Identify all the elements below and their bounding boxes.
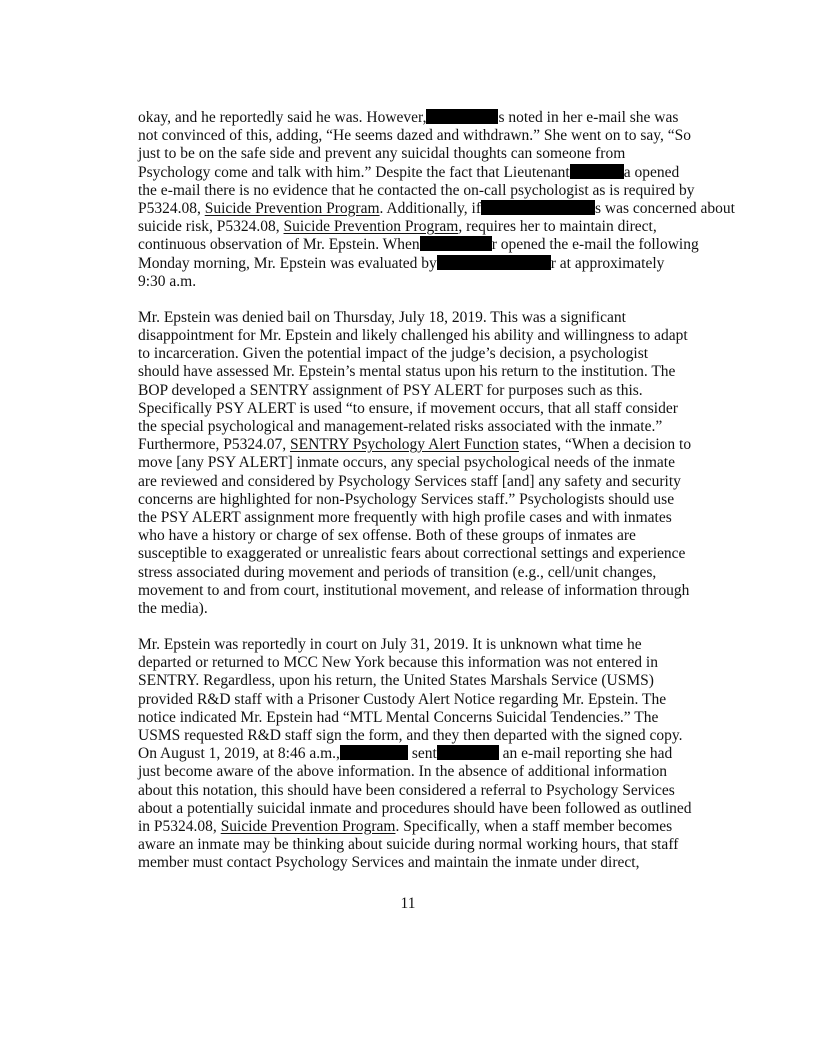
redaction-block <box>437 745 499 760</box>
redaction-block <box>426 109 498 124</box>
text-run: just to be on the safe side and prevent any suicidal thoughts can someone from <box>138 145 626 163</box>
text-run: Monday morning, Mr. Epstein was evaluated by <box>138 254 437 272</box>
text-line <box>138 309 728 327</box>
text-line <box>138 327 728 345</box>
text-run: sent <box>407 745 437 763</box>
text-run: r at approximately <box>550 254 665 272</box>
text-run: movement to and from court, institutional movement, and release of information through <box>138 581 690 599</box>
text-line <box>138 763 728 781</box>
text-line <box>138 418 728 436</box>
text-line <box>138 836 728 854</box>
text-line <box>138 727 728 745</box>
text-run: about this notation, this should have been considered a referral to Psychology Services <box>138 781 675 799</box>
text-run: s noted in her e-mail she was <box>498 109 679 126</box>
text-run: P5324.08, <box>138 199 205 217</box>
text-run: On August 1, 2019, at 8:46 a.m., <box>138 745 340 763</box>
text-run: provided R&D staff with a Prisoner Custody Alert Notice regarding Mr. Epstein. The <box>138 690 667 708</box>
text-line <box>138 454 728 472</box>
text-line <box>138 691 728 709</box>
text-run: the special psychological and management-related risks associated with the inmate.” <box>138 418 663 435</box>
text-run: the e-mail there is no evidence that he contacted the on-call psychologist as is required by <box>138 181 695 199</box>
text-line <box>138 672 728 690</box>
redaction-block <box>340 745 408 760</box>
text-line <box>138 509 728 527</box>
text-run: stress associated during movement and periods of transition (e.g., cell/unit changes, <box>138 563 657 581</box>
text-run: an e-mail reporting she had <box>498 745 673 763</box>
text-run: not convinced of this, adding, “He seems dazed and withdrawn.” She went on to say, “So <box>138 127 691 145</box>
text-line <box>138 109 728 127</box>
text-run: a opened <box>623 163 680 181</box>
text-run: Mr. Epstein was denied bail on Thursday, July 18, 2019. This was a significant <box>138 308 626 326</box>
text-run: just become aware of the above information. In the absence of additional information <box>138 763 667 781</box>
text-line <box>138 745 728 763</box>
text-run: are reviewed and considered by Psychology Services staff [and] any safety and security <box>138 472 681 490</box>
text-line <box>138 654 728 672</box>
text-run: disappointment for Mr. Epstein and likely challenged his ability and willingness to adapt <box>138 327 688 345</box>
text-line <box>138 636 728 654</box>
text-run: aware an inmate may be thinking about suicide during normal working hours, that staff <box>138 836 679 854</box>
text-line <box>138 854 728 872</box>
text-run: in P5324.08, <box>138 817 221 835</box>
text-line <box>138 436 728 454</box>
text-run: . Additionally, if <box>379 199 481 217</box>
text-line <box>138 582 728 600</box>
redaction-block <box>420 236 492 251</box>
text-run: concerns are highlighted for non-Psychology Services staff.” Psychologists should use <box>138 490 675 508</box>
text-run: susceptible to exaggerated or unrealistic fears about correctional settings and experience <box>138 545 686 563</box>
text-run: the media). <box>138 599 208 617</box>
paragraph-3 <box>138 636 728 872</box>
text-run: r opened the e-mail the following <box>491 236 699 254</box>
text-run: member must contact Psychology Services and maintain the inmate under direct, <box>138 854 640 872</box>
text-line <box>138 363 728 381</box>
document-body <box>138 109 735 873</box>
page-number: 11 <box>400 895 416 912</box>
text-run: departed or returned to MCC New York because this information was not entered in <box>138 654 658 672</box>
text-line <box>138 473 728 491</box>
text-line <box>138 800 728 818</box>
text-run: Psychology come and talk with him.” Despite the fact that Lieutenant <box>138 163 570 181</box>
text-line <box>138 600 728 618</box>
redaction-block <box>437 255 551 270</box>
text-line <box>138 818 728 836</box>
text-line <box>138 545 728 563</box>
text-run: states, “When a decision to <box>518 436 692 454</box>
paragraph-1 <box>138 109 735 291</box>
text-run: move [any PSY ALERT] inmate occurs, any special psychological needs of the inmate <box>138 454 675 472</box>
text-line <box>138 199 735 218</box>
text-run: suicide risk, P5324.08, <box>138 218 284 236</box>
text-line <box>138 145 728 163</box>
text-run: USMS requested R&D staff sign the form, and they then departed with the signed copy. <box>138 727 683 744</box>
text-run: who have a history or charge of sex offense. Both of these groups of inmates are <box>138 527 636 545</box>
text-run: Mr. Epstein was reportedly in court on July 31, 2019. It is unknown what time he <box>138 636 642 654</box>
text-line <box>138 127 728 145</box>
text-line <box>138 400 728 418</box>
text-run: SENTRY. Regardless, upon his return, the United States Marshals Service (USMS) <box>138 672 654 690</box>
text-run: to incarceration. Given the potential impact of the judge’s decision, a psychologist <box>138 345 649 363</box>
redaction-block <box>570 164 624 179</box>
text-line <box>138 491 728 509</box>
text-run: s was concerned about <box>595 199 735 217</box>
text-line <box>138 382 728 400</box>
text-run: about a potentially suicidal inmate and procedures should have been followed as outlined <box>138 799 692 817</box>
text-run: okay, and he reportedly said he was. However, <box>138 109 427 126</box>
text-run: should have assessed Mr. Epstein’s mental status upon his return to the institution. The <box>138 363 676 381</box>
policy-title: Suicide Prevention Program <box>283 218 459 236</box>
text-line <box>138 273 728 291</box>
text-run: Furthermore, P5324.07, <box>138 436 290 454</box>
text-run: . Specifically, when a staff member becomes <box>395 817 673 835</box>
text-run: Specifically PSY ALERT is used “to ensure, if movement occurs, that all staff consider <box>138 399 678 417</box>
text-line <box>138 527 728 545</box>
text-run: , requires her to maintain direct, <box>458 218 657 236</box>
text-line <box>138 782 728 800</box>
redaction-block <box>481 200 595 215</box>
text-line <box>138 709 728 727</box>
text-run: continuous observation of Mr. Epstein. When <box>138 236 420 254</box>
policy-title: SENTRY Psychology Alert Function <box>289 436 519 454</box>
policy-title: Suicide Prevention Program <box>204 199 380 217</box>
text-run: notice indicated Mr. Epstein had “MTL Mental Concerns Suicidal Tendencies.” The <box>138 708 659 726</box>
text-line <box>138 564 728 582</box>
text-line <box>138 255 728 273</box>
text-line <box>138 182 728 200</box>
text-run: 9:30 a.m. <box>138 272 197 290</box>
text-run: BOP developed a SENTRY assignment of PSY ALERT for purposes such as this. <box>138 381 643 399</box>
paragraph-2 <box>138 309 728 618</box>
text-run: the PSY ALERT assignment more frequently with high profile cases and with inmates <box>138 508 672 526</box>
text-line <box>138 236 728 254</box>
policy-title: Suicide Prevention Program <box>220 817 396 835</box>
text-line <box>138 164 728 182</box>
text-line <box>138 345 728 363</box>
text-line <box>138 218 728 236</box>
